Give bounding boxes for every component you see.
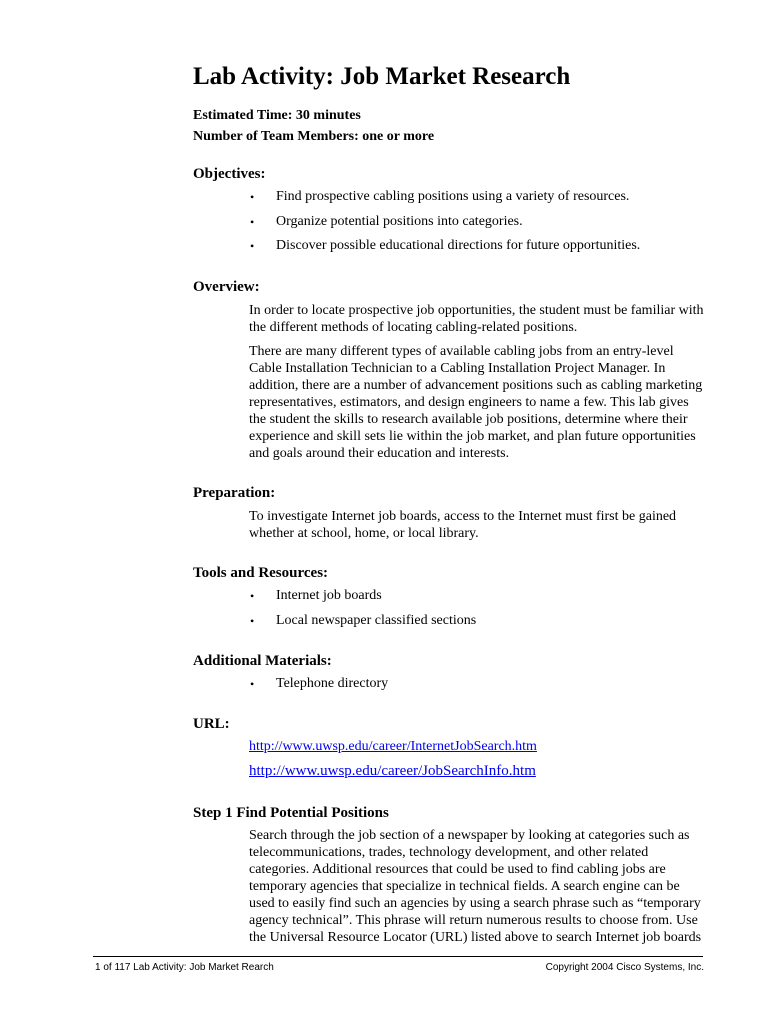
list-item: • Local newspaper classified sections — [250, 612, 477, 628]
overview-heading: Overview: — [193, 279, 260, 295]
list-item: • Find prospective cabling positions using a variety of resources. — [250, 189, 630, 204]
objectives-heading: Objectives: — [193, 166, 266, 182]
preparation-heading: Preparation: — [193, 485, 276, 501]
bullet-icon: • — [250, 677, 255, 691]
preparation-paragraph: To investigate Internet job boards, access to the Internet must first be gained whether at school, home, or local library. — [249, 509, 677, 541]
list-item: • Internet job boards — [250, 588, 382, 603]
job-search-info-link[interactable]: http://www.uwsp.edu/career/JobSearchInfo.htm — [249, 763, 536, 779]
footer-page-info: 1 of 117 Lab Activity: Job Market Rearch — [95, 962, 274, 973]
list-item: • Discover possible educational directions for future opportunities. — [250, 238, 641, 253]
footer-divider — [93, 956, 703, 957]
step1-heading: Step 1 Find Potential Positions — [193, 805, 389, 821]
tools-heading: Tools and Resources: — [193, 565, 329, 581]
bullet-icon: • — [250, 613, 255, 628]
footer-copyright: Copyright 2004 Cisco Systems, Inc. — [545, 962, 704, 973]
step1-paragraph: Search through the job section of a newspaper by looking at categories such as telecommunications, trades, technology development, and other related categories. Additional resources that could be used to find cabling jobs are temporary agencies that specialize in technical fields. A search engine can be used to easily find such an agencies by using a search phrase such as “temporary agency technical”. This phrase will return numerous results to choose from. Use the Universal Resource Locator (URL) listed above to search Internet job boards — [249, 828, 702, 945]
job-search-link[interactable]: http://www.uwsp.edu/career/InternetJobSearch.htm — [249, 739, 537, 754]
materials-heading: Additional Materials: — [193, 653, 332, 669]
objectives-list — [250, 188, 640, 262]
tools-list — [250, 587, 476, 636]
team-members: Number of Team Members: one or more — [193, 129, 435, 144]
bullet-icon: • — [250, 190, 255, 204]
materials-list — [250, 675, 388, 700]
estimated-time: Estimated Time: 30 minutes — [193, 108, 361, 123]
list-item: • Organize potential positions into categories. — [250, 213, 523, 229]
list-item: • Telephone directory — [250, 676, 389, 691]
page-title: Lab Activity: Job Market Research — [193, 63, 571, 90]
bullet-icon: • — [250, 214, 255, 229]
url-heading: URL: — [193, 716, 230, 732]
overview-paragraph-2: There are many different types of available cabling jobs from an entry-level Cable Installation Technician to a Cabling Installation Project Manager. In addition, there are a number of advancement positions such as cabling marketing representatives, estimators, and design engineers to name a few. This lab gives the student the skills to research available job positions, determine where their experience and skill sets lie within the job market, and plan future opportunities and goals around their education and interests. — [249, 344, 703, 461]
bullet-icon: • — [250, 589, 255, 603]
bullet-icon: • — [250, 239, 255, 253]
overview-paragraph-1: In order to locate prospective job opportunities, the student must be familiar with the different methods of locating cabling-related positions. — [249, 303, 704, 335]
